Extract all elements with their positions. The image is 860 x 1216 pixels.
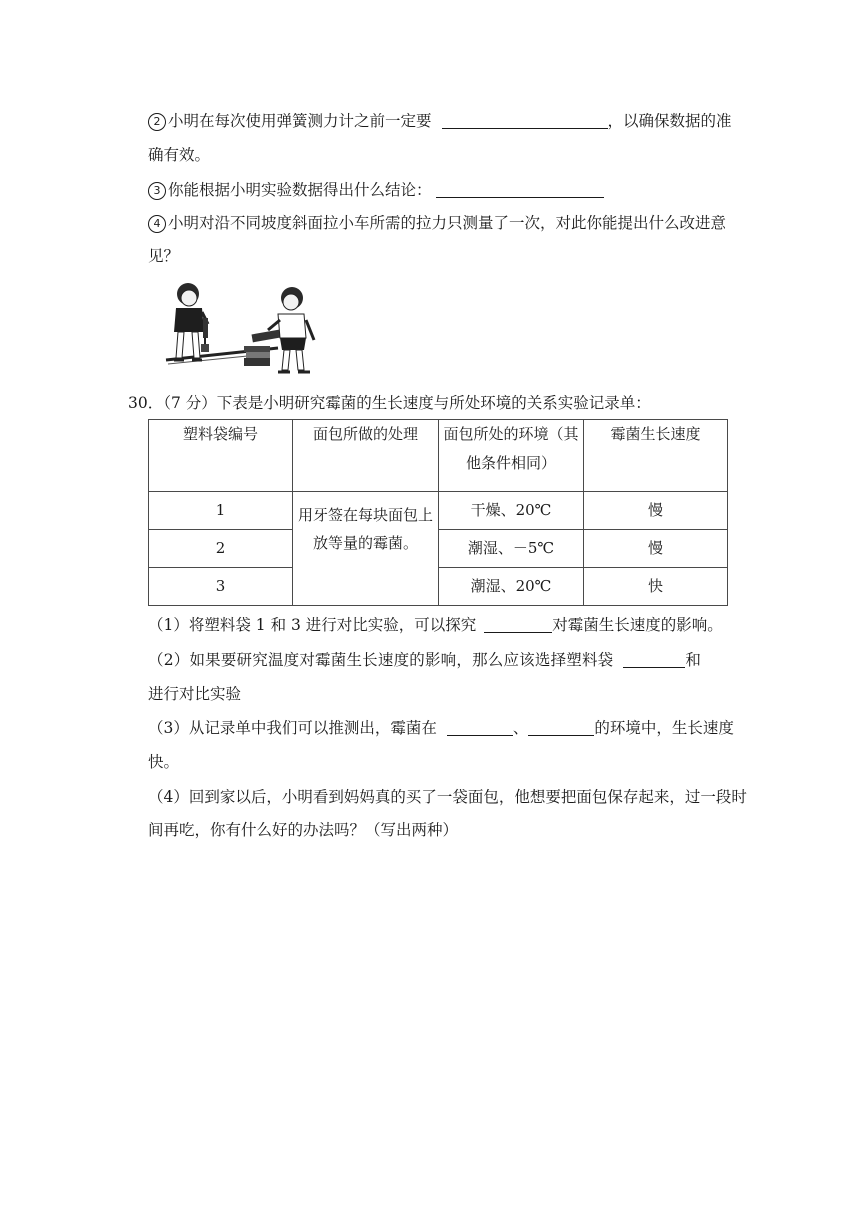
q29-item2-cont: 确有效。 xyxy=(148,146,211,164)
q29-item4-cont: 见？ xyxy=(148,247,180,265)
table-header-cell: 霉菌生长速度 xyxy=(584,420,728,492)
q30-s3-sep: 、 xyxy=(512,719,529,737)
answer-blank[interactable] xyxy=(436,181,604,198)
q29-item4-text: 小明对沿不同坡度斜面拉小车所需的拉力只测量了一次，对此你能提出什么改进意 xyxy=(168,214,727,232)
bag-id-cell: 2 xyxy=(149,530,293,568)
q30-intro: 30．（7 分）下表是小明研究霉菌的生长速度与所处环境的关系实验记录单： xyxy=(128,394,651,412)
q29-item2-line xyxy=(148,111,732,131)
q30-s1-text: （1）将塑料袋 1 和 3 进行对比实验，可以探究 xyxy=(148,616,477,634)
treatment-line1: 用牙签在每块面包上 xyxy=(297,506,433,524)
q29-item4-line xyxy=(148,213,726,233)
q30-s3-text: （3）从记录单中我们可以推测出，霉菌在 xyxy=(148,719,437,737)
q29-item3-text: 你能根据小明实验数据得出什么结论： xyxy=(168,181,432,199)
q30-s3-line xyxy=(148,718,734,738)
q30-s1-line xyxy=(148,615,723,635)
answer-blank[interactable] xyxy=(484,616,552,633)
q30-s1-after: 对霉菌生长速度的影响。 xyxy=(552,616,723,634)
bag-id-cell: 1 xyxy=(149,492,293,530)
header-env-line1: 面包所处的环境（其 xyxy=(443,425,579,443)
q30-s2-after: 和 xyxy=(685,651,701,669)
bag-id-cell: 3 xyxy=(149,568,293,606)
treatment-line2: 放等量的霉菌。 xyxy=(312,534,418,552)
header-env-line2: 他条件相同） xyxy=(465,454,556,472)
environment-cell: 潮湿、－5℃ xyxy=(439,530,584,568)
table-header-cell: 塑料袋编号 xyxy=(149,420,293,492)
circled-number: 4 xyxy=(148,215,166,233)
circled-number: 3 xyxy=(148,182,166,200)
table-header-cell xyxy=(439,420,584,492)
table-row xyxy=(149,492,728,530)
answer-blank[interactable] xyxy=(442,112,608,129)
q29-item2-after: ，以确保数据的准 xyxy=(607,112,732,130)
q30-s2-line xyxy=(148,650,701,670)
table-header-row xyxy=(149,420,728,492)
q30-s4-line: （4）回到家以后，小明看到妈妈真的买了一袋面包，他想要把面包保存起来，过一段时 xyxy=(148,788,747,806)
q29-item2-text: 小明在每次使用弹簧测力计之前一定要 xyxy=(168,112,432,130)
table-row xyxy=(149,530,728,568)
q30-s4-cont: 间再吃，你有什么好的办法吗？（写出两种） xyxy=(148,821,459,839)
q30-s3-after: 的环境中，生长速度 xyxy=(594,719,734,737)
environment-cell: 干燥、20℃ xyxy=(439,492,584,530)
q30-s2-cont: 进行对比实验 xyxy=(148,685,242,703)
treatment-cell xyxy=(293,492,439,606)
environment-cell: 潮湿、20℃ xyxy=(439,568,584,606)
circled-number: 2 xyxy=(148,113,166,131)
table-header-cell: 面包所做的处理 xyxy=(293,420,439,492)
q29-item3-line xyxy=(148,180,604,200)
mold-experiment-table xyxy=(148,419,728,606)
answer-blank[interactable] xyxy=(447,719,513,736)
q30-s2-text: （2）如果要研究温度对霉菌生长速度的影响，那么应该选择塑料袋 xyxy=(148,651,614,669)
speed-cell: 慢 xyxy=(584,492,728,530)
speed-cell: 快 xyxy=(584,568,728,606)
q30-s3-cont: 快。 xyxy=(148,753,180,771)
answer-blank[interactable] xyxy=(528,719,594,736)
experiment-illustration xyxy=(148,274,324,382)
speed-cell: 慢 xyxy=(584,530,728,568)
table-row xyxy=(149,568,728,606)
answer-blank[interactable] xyxy=(623,651,685,668)
